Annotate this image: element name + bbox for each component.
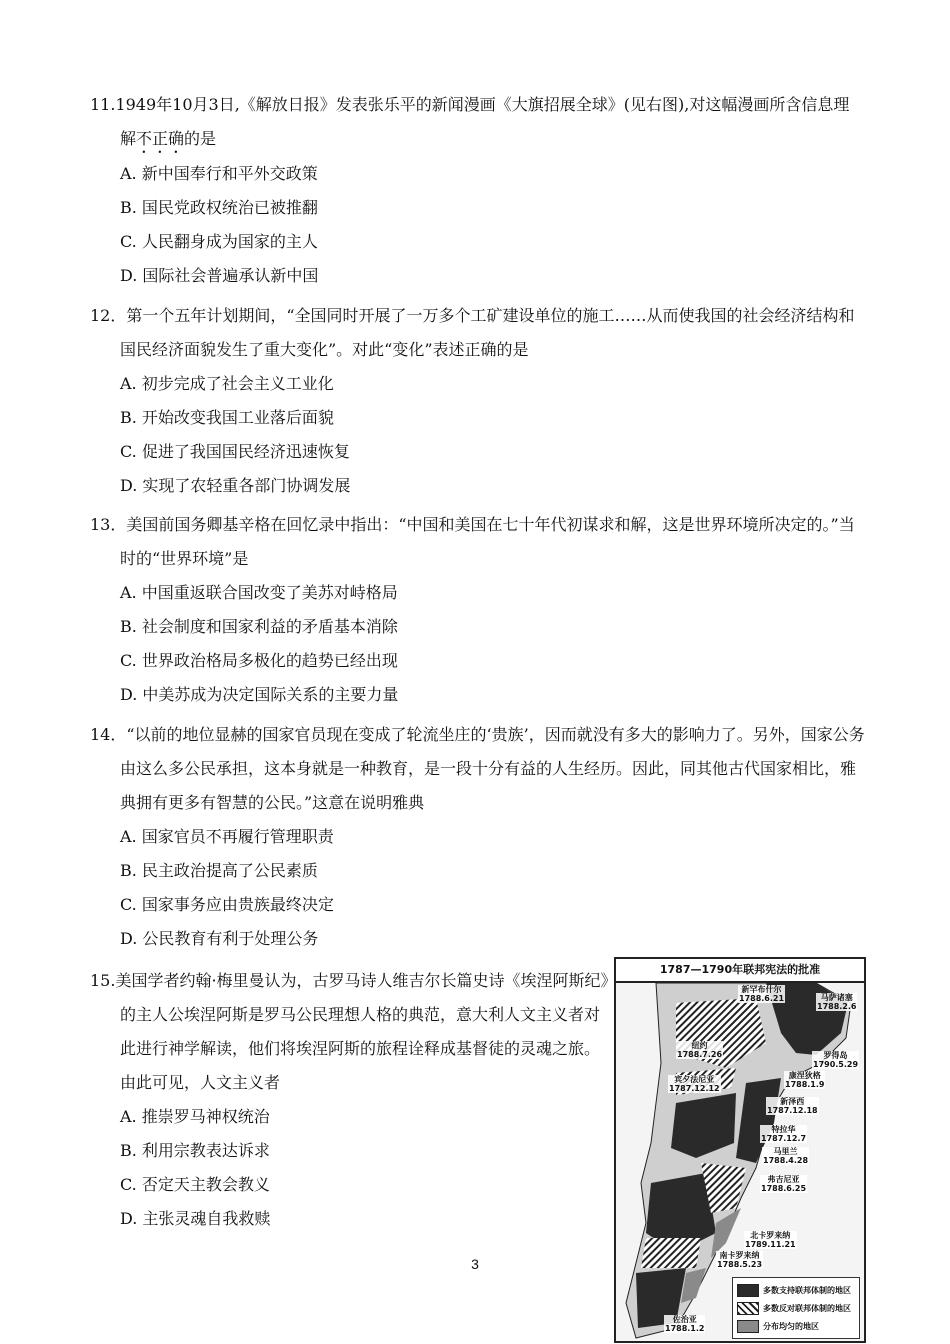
option-b: B. 社会制度和国家利益的矛盾基本消除 — [120, 617, 398, 636]
legend-item-oppose: 多数反对联邦体制的地区 — [737, 1299, 855, 1317]
option-b: B. 开始改变我国工业落后面貌 — [120, 408, 334, 427]
map-legend — [732, 1277, 860, 1339]
option-d: D. 公民教育有利于处理公务 — [120, 929, 319, 948]
ratification-map — [614, 957, 866, 1343]
map-label-virginia: 弗吉尼亚 1788.6.25 — [761, 1175, 807, 1193]
option-d: D. 主张灵魂自我救赎 — [120, 1209, 271, 1228]
option-b: B. 国民党政权统治已被推翻 — [120, 198, 318, 217]
question-15 — [90, 964, 610, 1236]
question-stem: 14．“以前的地位显赫的国家官员现在变成了轮流坐庄的‘贵族’，因而就没有多大的影响力了。另外，国家公务由这么多公民承担，这本身就是一种教育，是一段十分有益的人生经历。因此，同其他古代国家相比，雅典拥有更多有智慧的公民。”这意在说明雅典 — [90, 725, 865, 812]
map-label-north-carolina: 北卡罗来纳 1789.11.21 — [745, 1231, 796, 1249]
option-a: A. 初步完成了社会主义工业化 — [120, 374, 334, 393]
question-stem: 12．第一个五年计划期间，“全国同时开展了一万多个工矿建设单位的施工……从而使我国的社会经济结构和国民经济面貌发生了重大变化”。对此“变化”表述正确的是 — [90, 306, 855, 359]
map-label-maryland: 马里兰 1788.4.28 — [763, 1147, 809, 1165]
option-d: D. 实现了农轻重各部门协调发展 — [120, 476, 351, 495]
question-12 — [90, 299, 865, 503]
option-c: C. 否定天主教会教义 — [120, 1175, 270, 1194]
legend-swatch-dark — [737, 1284, 759, 1297]
option-c: C. 人民翻身成为国家的主人 — [120, 232, 318, 251]
question-14 — [90, 718, 865, 956]
map-label-new-york: 纽约 1788.7.26 — [677, 1041, 723, 1059]
map-label-south-carolina: 南卡罗来纳 1788.5.23 — [717, 1251, 763, 1269]
option-a: A. 推崇罗马神权统治 — [120, 1107, 270, 1126]
map-label-new-jersey: 新泽西 1787.12.18 — [767, 1097, 818, 1115]
map-label-new-hampshire: 新罕布什尔 1788.6.21 — [739, 985, 785, 1003]
map-label-connecticut: 康涅狄格 1788.1.9 — [785, 1071, 825, 1089]
map-label-pennsylvania: 宾夕法尼亚 1787.12.12 — [669, 1075, 720, 1093]
option-d: D. 中美苏成为决定国际关系的主要力量 — [120, 685, 399, 704]
legend-swatch-hatched — [737, 1302, 759, 1315]
map-title: 1787—1790年联邦宪法的批准 — [616, 959, 864, 983]
option-a: A. 国家官员不再履行管理职责 — [120, 827, 334, 846]
legend-item-support: 多数支持联邦体制的地区 — [737, 1281, 855, 1299]
option-c: C. 促进了我国国民经济迅速恢复 — [120, 442, 350, 461]
question-stem: 13．美国前国务卿基辛格在回忆录中指出：“中国和美国在七十年代初谋求和解，这是世界环境所决定的。”当时的“世界环境”是 — [90, 515, 855, 568]
option-a: A. 中国重返联合国改变了美苏对峙格局 — [120, 583, 398, 602]
legend-item-even: 分布均匀的地区 — [737, 1317, 855, 1335]
emphasis-text: 不正确 — [136, 129, 185, 148]
option-b: B. 利用宗教表达诉求 — [120, 1141, 270, 1160]
question-stem: 11.1949年10月3日,《解放日报》发表张乐平的新闻漫画《大旗招展全球》(见右图),对这幅漫画所含信息理解不正确的是 — [90, 95, 850, 148]
question-13 — [90, 508, 865, 712]
option-a: A. 新中国奉行和平外交政策 — [120, 164, 318, 183]
question-stem: 15.美国学者约翰·梅里曼认为，古罗马诗人维吉尔长篇史诗《埃涅阿斯纪》的主人公埃涅阿斯是罗马公民理想人格的典范，意大利人文主义者对此进行神学解读，他们将埃涅阿斯的旅程诠释成基督徒的灵魂之旅。由此可见，人文主义者 — [90, 971, 609, 1092]
legend-swatch-gray — [737, 1320, 759, 1333]
map-label-massachusetts: 马萨诸塞 1788.2.6 — [817, 993, 857, 1011]
question-11 — [90, 88, 865, 293]
option-d: D. 国际社会普遍承认新中国 — [120, 266, 319, 285]
map-label-delaware: 特拉华 1787.12.7 — [761, 1125, 807, 1143]
option-c: C. 国家事务应由贵族最终决定 — [120, 895, 334, 914]
option-c: C. 世界政治格局多极化的趋势已经出现 — [120, 651, 398, 670]
map-label-rhode-island: 罗得岛 1790.5.29 — [813, 1051, 859, 1069]
option-b: B. 民主政治提高了公民素质 — [120, 861, 318, 880]
page-number: 3 — [471, 1256, 479, 1272]
map-label-georgia: 佐治亚 1788.1.2 — [665, 1315, 705, 1333]
